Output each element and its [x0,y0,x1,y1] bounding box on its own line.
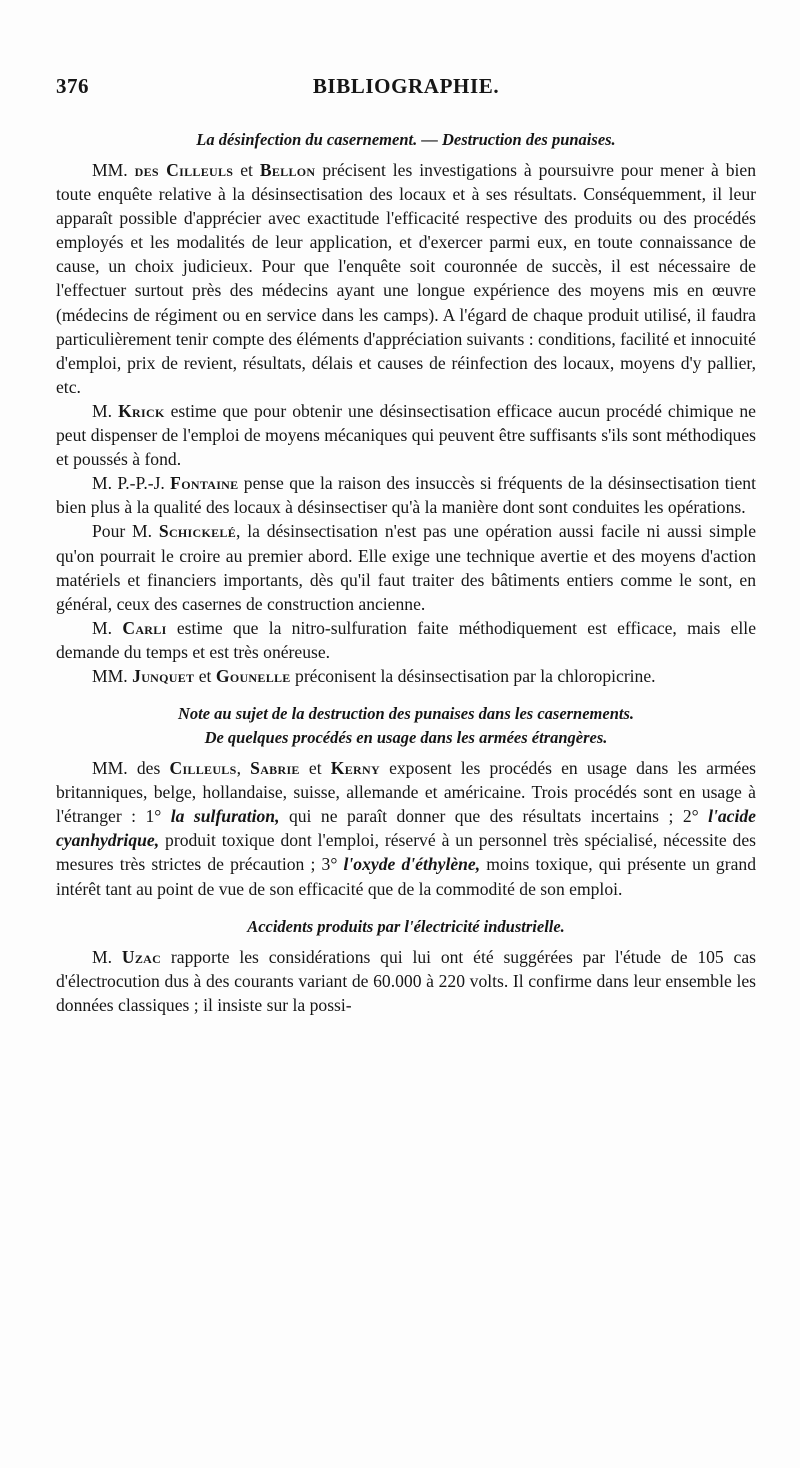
author-name: Schickelé [158,521,237,542]
text-run: qui ne paraît donner que des résultats incertains ; 2° [279,806,709,827]
author-name: Cilleuls [169,758,237,779]
text-run: préconisent la désinsectisation par la chloropicrine. [290,665,656,686]
author-name: Carli [122,617,167,638]
text-run: M. [92,946,122,967]
author-name: Sabrie [250,758,300,779]
paragraph-krick [56,399,756,471]
page-body [56,118,756,1017]
section-title-bedbugs-note [56,702,756,750]
author-name: des Cilleuls [134,160,234,180]
text-run: M. [92,400,119,421]
text-run: et [194,665,216,686]
text-run: moins toxique, qui présente un grand intérêt tant au point de vue de son efficacité que de la commodité de son emploi. [56,854,756,899]
text-run: M. [92,617,123,638]
text-run: estime que pour obtenir une désinsectisation efficace aucun procédé chimique ne peut dispenser de l'emploi de moyens mécaniques qui peuvent être suffisants s'ils sont méthodiques et poussés à fond. [56,400,756,470]
author-name: Krick [118,400,165,421]
page-header [56,74,756,104]
section-title-line: Note au sujet de la destruction des punaises dans les casernements. [177,704,635,724]
page-number: 376 [56,74,89,98]
paragraph-junquet-gounelle [56,664,756,688]
text-run: M. P.-P.-J. [92,473,171,494]
paragraph-schickele [56,519,756,615]
text-run: rapporte les considérations qui lui ont été suggérées par l'étude de 105 cas d'électrocution dus à des courants variant de 60.000 à 220 volts. Il confirme dans leur ensemble les données classiques ; il insiste sur la possi- [56,946,756,1015]
text-run: produit toxique dont l'emploi, réservé à un personnel très spécialisé, nécessite des mesures très strictes de précaution ; 3° [56,830,756,875]
text-run: précisent les investigations à poursuivre pour mener à bien toute enquête relative à la désinsectisation des locaux et à ses résultats. Conséquemment, il leur apparaît possible d'apprécier avec exactitude l'efficacité respective des produits ou des procédés employés et les modalités de leur application, et d'exercer parmi eux, en toute connaissance de cause, un choix judicieux. Pour que l'enquête soit couronnée de succès, il est nécessaire de l'effectuer surtout près des médecins ayant une longue expérience des moyens mis en œuvre (médecins de régiment ou en service dans les camps). A l'égard de chaque produit utilisé, il faudra particulièrement tenir compte des éléments d'appréciation suivants : conditions, facilité et innocuité d'emploi, prix de revient, résultats, délais et causes de réinfection des locaux, moyens d'y pallier, etc. [56,160,757,397]
paragraph-uzac [56,945,756,1017]
author-name: Uzac [121,946,162,967]
text-run: et [233,160,260,180]
author-name: Bellon [259,160,316,180]
running-title: BIBLIOGRAPHIE. [312,74,500,98]
emphasis: l'acide cyanhydrique, [56,806,756,851]
text-run: MM. des [92,758,170,779]
emphasis: la sulfuration, [170,806,280,827]
section-title-electricity: Accidents produits par l'électricité industrielle. [247,916,565,936]
author-name: Junquet [132,665,195,686]
text-run: MM. [92,160,135,180]
text-run: , la désinsectisation n'est pas une opération aussi facile ni aussi simple qu'on pourrait le croire au premier abord. Elle exige une technique avertie et des moyens d'action matériels et financiers importants, dès qu'il faut traiter des bâtiments entiers comme le sont, en général, ceux des casernes de construction ancienne. [56,521,756,614]
section-title-line: De quelques procédés en usage dans les armées étrangères. [204,728,608,748]
text-run: pense que la raison des insuccès si fréquents de la désinsectisation tient bien plus à la qualité des locaux à désinsectiser qu'à la manière dont sont conduites les opérations. [56,473,756,518]
paragraph-foreign-armies [56,756,756,901]
text-run: estime que la nitro-sulfuration faite méthodiquement est efficace, mais elle demande du temps et est très onéreuse. [56,617,756,662]
paragraph-fontaine [56,471,756,519]
emphasis: l'oxyde d'éthylène, [343,854,481,875]
paragraph-des-cilleuls-bellon [56,158,756,399]
author-name: Gounelle [215,665,291,686]
text-run: Pour M. [92,521,159,542]
section-title-disinfection: La désinfection du casernement. — Destruction des punaises. [196,130,616,149]
text-run: exposent les procédés en usage dans les armées britanniques, belge, hollandaise, suisse, allemande et américaine. Trois procédés sont en usage à l'étranger : 1° [56,758,756,827]
author-name: Kerny [330,758,380,779]
paragraph-carli [56,616,756,664]
text-run: et [299,758,331,779]
author-name: Fontaine [170,473,239,494]
text-run: MM. [92,665,133,686]
text-run: , [236,758,251,779]
